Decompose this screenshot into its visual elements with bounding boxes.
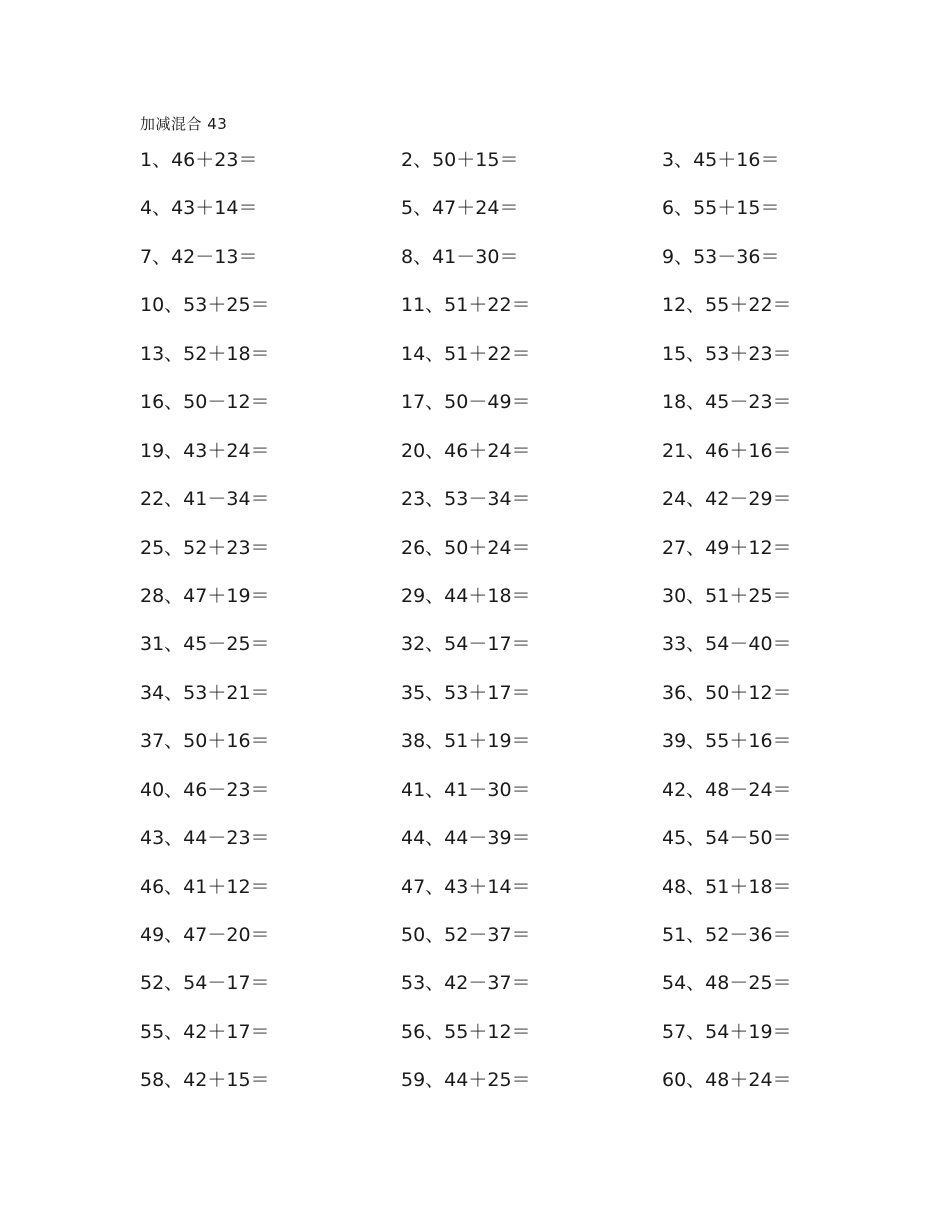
problem-item: 50、52－37＝ <box>401 924 531 946</box>
problem-item: 42、48－24＝ <box>662 778 792 801</box>
problem-item: 34、53＋21＝ <box>140 681 270 704</box>
problem-item: 35、53＋17＝ <box>401 681 531 704</box>
problem-item: 17、50－49＝ <box>401 391 531 414</box>
problem-item: 31、45－25＝ <box>140 633 270 656</box>
problem-item: 51、52－36＝ <box>662 924 792 946</box>
problem-item: 1、46＋23＝ <box>140 149 258 171</box>
problem-item: 41、41－30＝ <box>401 778 531 801</box>
problem-item: 58、42＋15＝ <box>140 1069 270 1092</box>
problem-item: 14、51＋22＝ <box>401 342 531 365</box>
problem-item: 29、44＋18＝ <box>401 584 531 607</box>
problem-item: 4、43＋14＝ <box>140 197 258 220</box>
problem-item: 19、43＋24＝ <box>140 439 270 462</box>
problem-item: 60、48＋24＝ <box>662 1069 792 1092</box>
problem-item: 18、45－23＝ <box>662 391 792 414</box>
problem-item: 13、52＋18＝ <box>140 342 270 365</box>
problem-item: 57、54＋19＝ <box>662 1020 792 1043</box>
problem-item: 44、44－39＝ <box>401 827 531 850</box>
problem-item: 10、53＋25＝ <box>140 294 270 317</box>
problem-grid <box>140 146 860 1115</box>
problem-item: 7、42－13＝ <box>140 245 258 268</box>
worksheet-title: 加减混合 43 <box>140 115 228 133</box>
problem-item: 33、54－40＝ <box>662 633 792 656</box>
problem-item: 36、50＋12＝ <box>662 681 792 704</box>
problem-item: 59、44＋25＝ <box>401 1069 531 1092</box>
problem-item: 9、53－36＝ <box>662 245 780 268</box>
problem-item: 8、41－30＝ <box>401 245 519 268</box>
problem-item: 48、51＋18＝ <box>662 875 792 898</box>
problem-item: 45、54－50＝ <box>662 827 792 850</box>
problem-item: 22、41－34＝ <box>140 488 270 511</box>
problem-item: 15、53＋23＝ <box>662 342 792 365</box>
problem-item: 24、42－29＝ <box>662 488 792 511</box>
problem-item: 6、55＋15＝ <box>662 197 780 220</box>
problem-item: 21、46＋16＝ <box>662 439 792 462</box>
problem-item: 37、50＋16＝ <box>140 730 270 753</box>
problem-item: 11、51＋22＝ <box>401 294 531 317</box>
problem-item: 56、55＋12＝ <box>401 1020 531 1043</box>
problem-item: 55、42＋17＝ <box>140 1020 270 1043</box>
problem-item: 20、46＋24＝ <box>401 439 531 462</box>
problem-item: 26、50＋24＝ <box>401 536 531 559</box>
problem-item: 38、51＋19＝ <box>401 730 531 753</box>
problem-item: 28、47＋19＝ <box>140 584 270 607</box>
problem-item: 27、49＋12＝ <box>662 536 792 559</box>
problem-item: 52、54－17＝ <box>140 972 270 995</box>
problem-item: 25、52＋23＝ <box>140 536 270 559</box>
problem-item: 12、55＋22＝ <box>662 294 792 317</box>
problem-item: 53、42－37＝ <box>401 972 531 995</box>
problem-item: 46、41＋12＝ <box>140 875 270 898</box>
problem-item: 47、43＋14＝ <box>401 875 531 898</box>
problem-item: 40、46－23＝ <box>140 778 270 801</box>
problem-item: 23、53－34＝ <box>401 488 531 511</box>
problem-item: 30、51＋25＝ <box>662 584 792 607</box>
problem-item: 3、45＋16＝ <box>662 149 780 171</box>
problem-item: 49、47－20＝ <box>140 924 270 946</box>
problem-item: 54、48－25＝ <box>662 972 792 995</box>
problem-item: 32、54－17＝ <box>401 633 531 656</box>
problem-item: 39、55＋16＝ <box>662 730 792 753</box>
problem-item: 16、50－12＝ <box>140 391 270 414</box>
problem-item: 43、44－23＝ <box>140 827 270 850</box>
problem-item: 5、47＋24＝ <box>401 197 519 220</box>
problem-item: 2、50＋15＝ <box>401 149 519 171</box>
